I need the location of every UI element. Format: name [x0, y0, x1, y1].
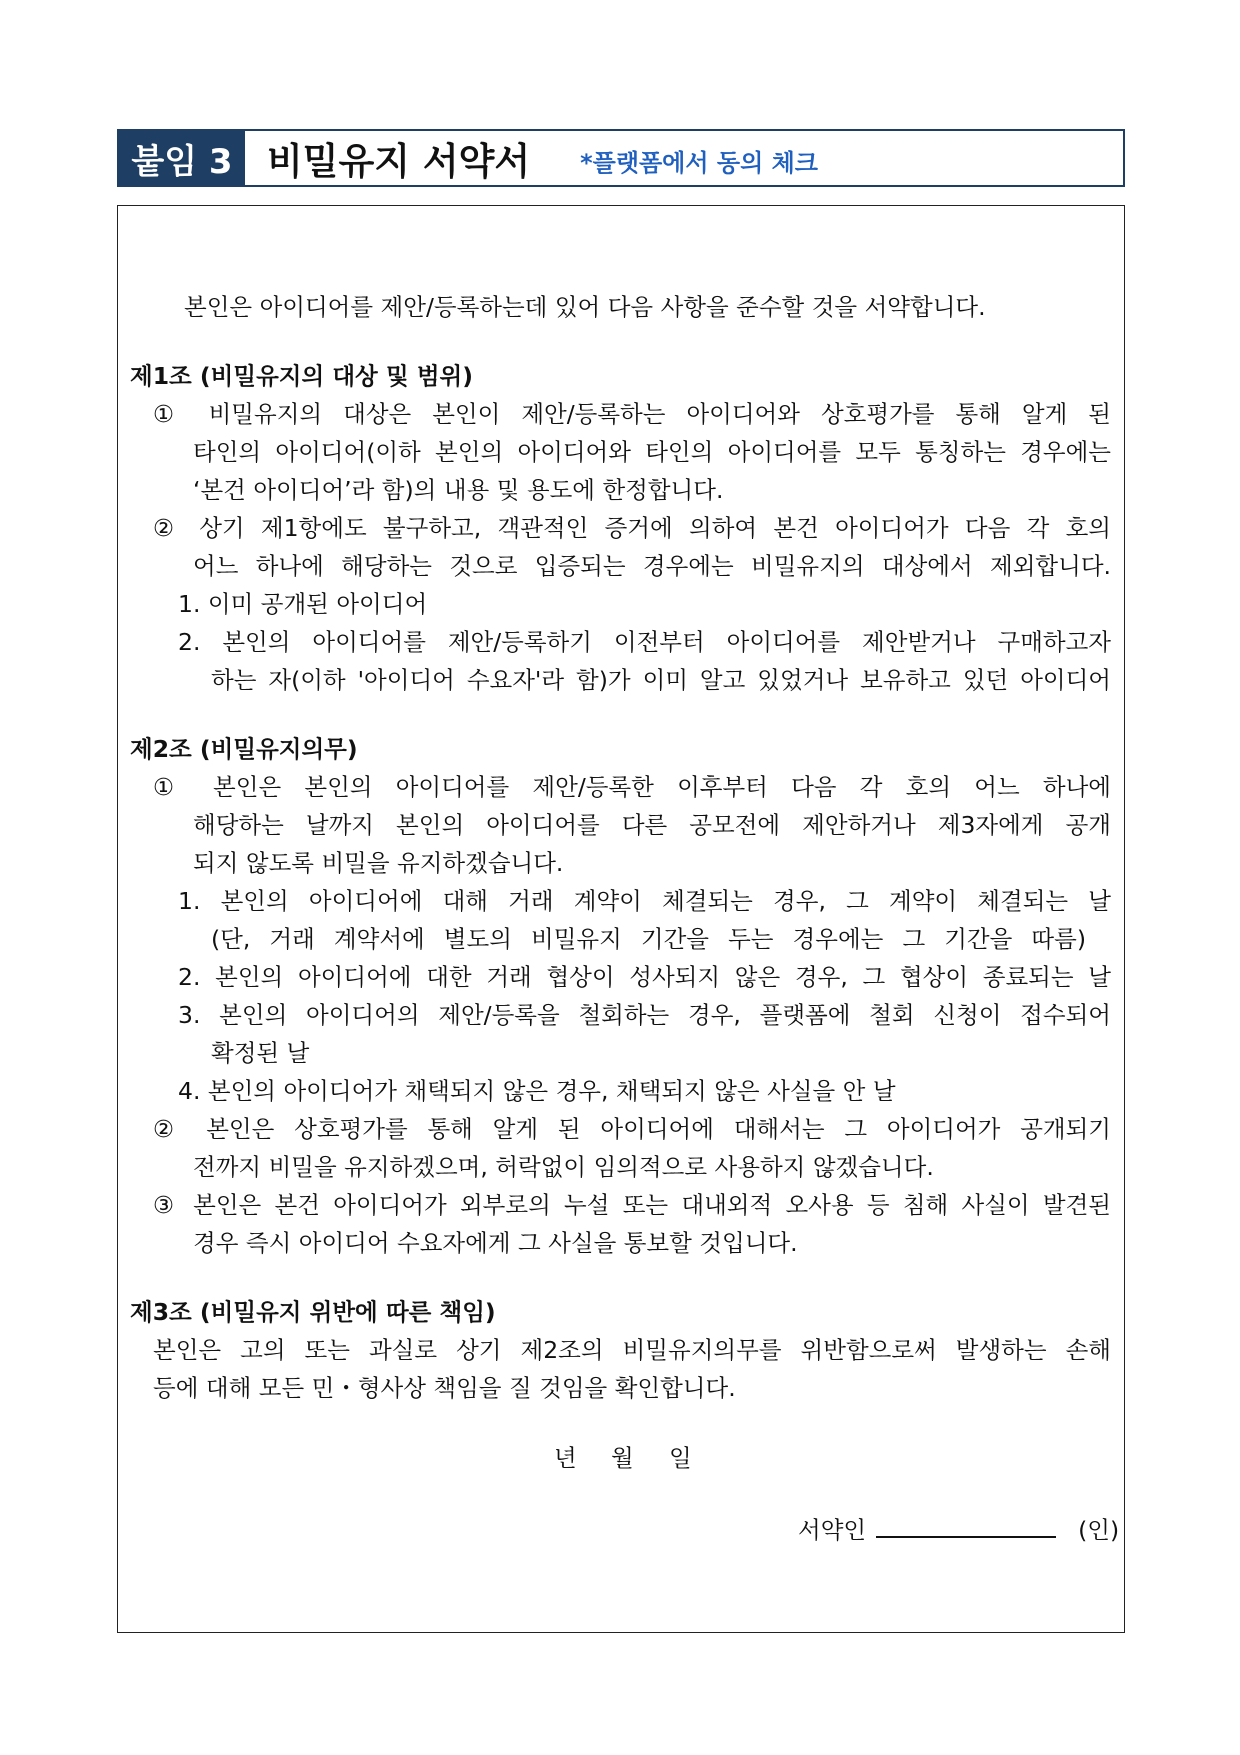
article2-para1-line1: ① 본인은 본인의 아이디어를 제안/등록한 이후부터 다음 각 호의 어느 하나에	[153, 773, 1111, 801]
document-header	[117, 129, 1125, 187]
article2-item3-line2: 확정된 날	[211, 1039, 310, 1067]
article2-para1-line3: 되지 않도록 비밀을 유지하겠습니다.	[193, 849, 564, 877]
article1-item1: 1. 이미 공개된 아이디어	[178, 590, 428, 618]
article2-para3-line2: 경우 즉시 아이디어 수요자에게 그 사실을 통보할 것입니다.	[193, 1229, 798, 1257]
article1-heading: 제1조 (비밀유지의 대상 및 범위)	[130, 362, 473, 390]
article1-para2-line1: ② 상기 제1항에도 불구하고, 객관적인 증거에 의하여 본건 아이디어가 다음 각 호의	[153, 514, 1111, 542]
article2-item1-line2: (단, 거래 계약서에 별도의 비밀유지 기간을 두는 경우에는 그 기간을 따름)	[211, 925, 1086, 953]
article1-item2-line1: 2. 본인의 아이디어를 제안/등록하기 이전부터 아이디어를 제안받거나 구매하고자	[178, 628, 1111, 656]
pledge-content-box	[117, 205, 1125, 1633]
seal-mark: (인)	[1078, 1516, 1120, 1544]
article3-heading: 제3조 (비밀유지 위반에 따른 책임)	[130, 1298, 496, 1326]
signature-line[interactable]	[876, 1512, 1056, 1538]
article1-para2-line2: 어느 하나에 해당하는 것으로 입증되는 경우에는 비밀유지의 대상에서 제외합니다.	[193, 552, 1111, 580]
article2-item1-line1: 1. 본인의 아이디어에 대해 거래 계약이 체결되는 경우, 그 계약이 체결되는 날	[178, 887, 1111, 915]
article2-item2: 2. 본인의 아이디어에 대한 거래 협상이 성사되지 않은 경우, 그 협상이 종료되는 날	[178, 963, 1111, 991]
article3-body-line1: 본인은 고의 또는 과실로 상기 제2조의 비밀유지의무를 위반함으로써 발생하는 손해	[153, 1336, 1111, 1364]
article2-para2-line1: ② 본인은 상호평가를 통해 알게 된 아이디어에 대해서는 그 아이디어가 공개되기	[153, 1115, 1111, 1143]
date-month: 월	[611, 1444, 634, 1472]
article2-para1-line2: 해당하는 날까지 본인의 아이디어를 다른 공모전에 제안하거나 제3자에게 공개	[193, 811, 1111, 839]
article1-item2-line2: 하는 자(이하 '아이디어 수요자'라 함)가 이미 알고 있었거나 보유하고 있던 아이디어	[211, 666, 1111, 694]
article2-para3-line1: ③ 본인은 본건 아이디어가 외부로의 누설 또는 대내외적 오사용 등 침해 사실이 발견된	[153, 1191, 1111, 1219]
attachment-label: 붙임 3	[119, 131, 249, 185]
article1-para1-line3: ‘본건 아이디어’라 함)의 내용 및 용도에 한정합니다.	[193, 476, 724, 504]
article2-heading: 제2조 (비밀유지의무)	[130, 735, 358, 763]
signature-row	[798, 1512, 1119, 1545]
signer-label: 서약인	[798, 1516, 867, 1544]
article2-item4: 4. 본인의 아이디어가 채택되지 않은 경우, 채택되지 않은 사실을 안 날	[178, 1077, 896, 1105]
article3-body-line2: 등에 대해 모든 민・형사상 책임을 질 것임을 확인합니다.	[153, 1374, 736, 1402]
article1-para1-line2: 타인의 아이디어(이하 본인의 아이디어와 타인의 아이디어를 모두 통칭하는 경우에는	[193, 438, 1111, 466]
article1-para1-line1: ① 비밀유지의 대상은 본인이 제안/등록하는 아이디어와 상호평가를 통해 알게 된	[153, 400, 1111, 428]
date-day: 일	[669, 1444, 692, 1472]
article2-para2-line2: 전까지 비밀을 유지하겠으며, 허락없이 임의적으로 사용하지 않겠습니다.	[193, 1153, 934, 1181]
intro-text: 본인은 아이디어를 제안/등록하는데 있어 다음 사항을 준수할 것을 서약합니다.	[184, 293, 986, 321]
date-year: 년	[554, 1444, 577, 1472]
platform-consent-note: *플랫폼에서 동의 체크	[580, 148, 818, 177]
document-title: 비밀유지 서약서	[267, 140, 531, 183]
article2-item3-line1: 3. 본인의 아이디어의 제안/등록을 철회하는 경우, 플랫폼에 철회 신청이 접수되어	[178, 1001, 1111, 1029]
